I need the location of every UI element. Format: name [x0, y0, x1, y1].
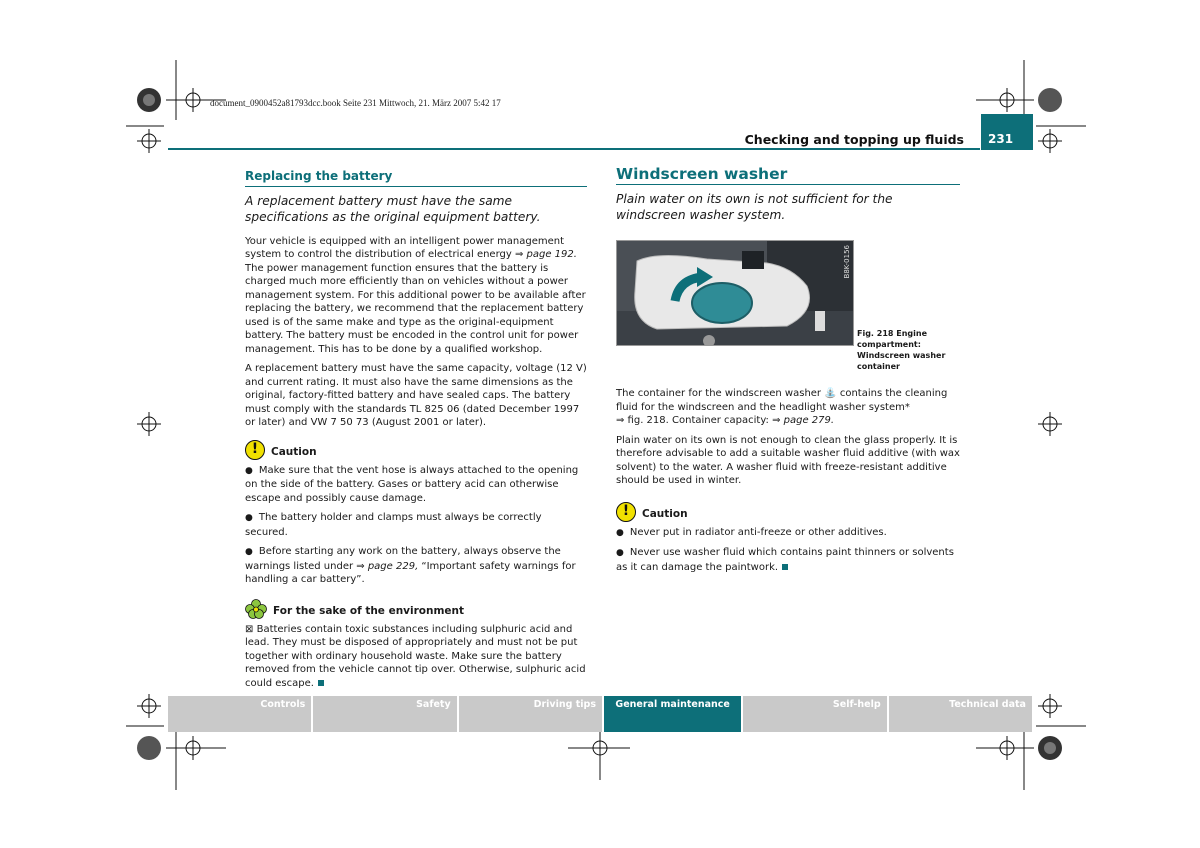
caution-header: [245, 440, 587, 460]
text-span: The container for the windscreen washer: [616, 388, 825, 399]
tab-safety[interactable]: Safety: [313, 696, 456, 732]
engine-compartment-photo: [616, 240, 854, 346]
caution-bullet: ● Never use washer fluid which contains paint thinners or solvents as it can damage the paintwork.: [616, 547, 954, 573]
text-span: Your vehicle is equipped with an intelligent power management system to control the distribution of electrical energy: [245, 235, 565, 260]
tab-self-help[interactable]: Self-help: [743, 696, 886, 732]
washer-symbol-icon: ⛲: [824, 388, 837, 399]
text-span: “Important safety warnings for handling a car battery”.: [245, 560, 576, 585]
page-number: 231: [981, 114, 1033, 150]
chapter-tabs: [168, 696, 1032, 732]
washer-lead: Plain water on its own is not sufficient for the windscreen washer system.: [616, 191, 893, 222]
tab-technical-data[interactable]: Technical data: [889, 696, 1032, 732]
recycle-bin-icon: ⊠: [245, 623, 254, 635]
caution-bullet: ● Before starting any work on the battery, always observe the warnings listed under ⇒ page 229, “Important safety warnings for handling a car battery”.: [245, 546, 576, 585]
caution-header: [616, 502, 960, 522]
washer-container-illustration: [617, 241, 853, 345]
caution-title: Caution: [271, 446, 317, 458]
figure-caption: Fig. 218 Engine compartment: Windscreen washer container: [857, 329, 946, 371]
page-reference-link[interactable]: ⇒ page 192.: [514, 249, 577, 260]
text-span: contains the cleaning fluid for the windscreen and the headlight washer system*: [616, 388, 948, 413]
chapter-title: Checking and topping up fluids: [744, 132, 964, 147]
flower-icon: [245, 599, 267, 619]
tab-driving-tips[interactable]: Driving tips: [459, 696, 602, 732]
caution-bullet: ● Make sure that the vent hose is always attached to the opening on the side of the battery. Gases or battery acid can otherwise escape and possibly cause damage.: [245, 464, 579, 504]
caution-title: Caution: [642, 508, 688, 520]
section-heading-battery: Replacing the battery: [245, 170, 587, 187]
washer-paragraph-2: Plain water on its own is not enough to clean the glass properly. It is therefore advisable to add a suitable washer fluid additive (with wax solvent) to the water. A washer fluid with freeze-resistant additive should be used in winter.: [616, 434, 960, 486]
print-header: document_0900452a81793dcc.book Seite 231 Mittwoch, 21. März 2007 5:42 17: [210, 98, 501, 108]
figure-reference-link[interactable]: ⇒ fig. 218. Container capacity: ⇒: [616, 415, 784, 426]
environment-title: For the sake of the environment: [273, 605, 465, 617]
right-column: [616, 165, 960, 233]
section-end-icon: [782, 564, 788, 570]
washer-paragraph-1: [616, 387, 960, 428]
photo-code: B8K-0156: [843, 245, 851, 279]
section-end-icon: [318, 680, 324, 686]
text-span: Never put in radiator anti-freeze or other additives.: [629, 526, 887, 538]
caution-bullet: ● Never put in radiator anti-freeze or other additives.: [616, 526, 887, 538]
caution-icon: !: [616, 502, 636, 522]
caution-icon: !: [245, 440, 265, 460]
text-span: The power management function ensures that the battery is charged much more efficiently than on vehicles without a power management system. For this additional power to be available after replacing the battery, we recommend that the replacement battery used is of the same make and type as the original-equipment battery. The battery must be encoded in the control unit for power management. This has to be done by a qualified workshop.: [245, 262, 586, 355]
page-reference-link[interactable]: ⇒ page 229,: [356, 560, 419, 572]
battery-lead: A replacement battery must have the same specifications as the original equipment battery.: [245, 193, 541, 224]
right-column-body: [616, 387, 960, 580]
text-span: Never use washer fluid which contains paint thinners or solvents as it can damage the paintwork.: [616, 547, 954, 573]
tab-general-maintenance[interactable]: General maintenance: [604, 696, 741, 732]
section-heading-washer: Windscreen washer: [616, 168, 960, 185]
text-span: Batteries contain toxic substances including sulphuric acid and lead. They must be disposed of appropriately and must not be put together with ordinary household waste. Make sure the battery removed from the vehicle cannot tip over. Otherwise, sulphuric acid could escape.: [245, 623, 586, 689]
caution-bullet: ● The battery holder and clamps must always be correctly secured.: [245, 512, 542, 538]
left-column: [245, 170, 587, 696]
text-span: Make sure that the vent hose is always attached to the opening on the side of the battery. Gases or battery acid can otherwise escape and possibly cause damage.: [245, 464, 579, 504]
tab-controls[interactable]: Controls: [168, 696, 311, 732]
environment-paragraph: [245, 623, 587, 691]
text-span: Before starting any work on the battery, always observe the warnings listed under: [245, 546, 561, 572]
environment-header: [245, 599, 587, 619]
text-span: The battery holder and clamps must always be correctly secured.: [245, 512, 542, 538]
header-rule: [168, 148, 980, 150]
battery-paragraph-1: [245, 235, 587, 357]
page-reference-link[interactable]: page 279.: [783, 415, 835, 426]
battery-paragraph-2: A replacement battery must have the same capacity, voltage (12 V) and current rating. It must also have the same dimensions as the original, factory-fitted battery and have sealed caps. The battery must comply with the standards TL 825 06 (dated December 1997 or later) and VW 7 50 73 (August 2001 or later).: [245, 363, 587, 428]
